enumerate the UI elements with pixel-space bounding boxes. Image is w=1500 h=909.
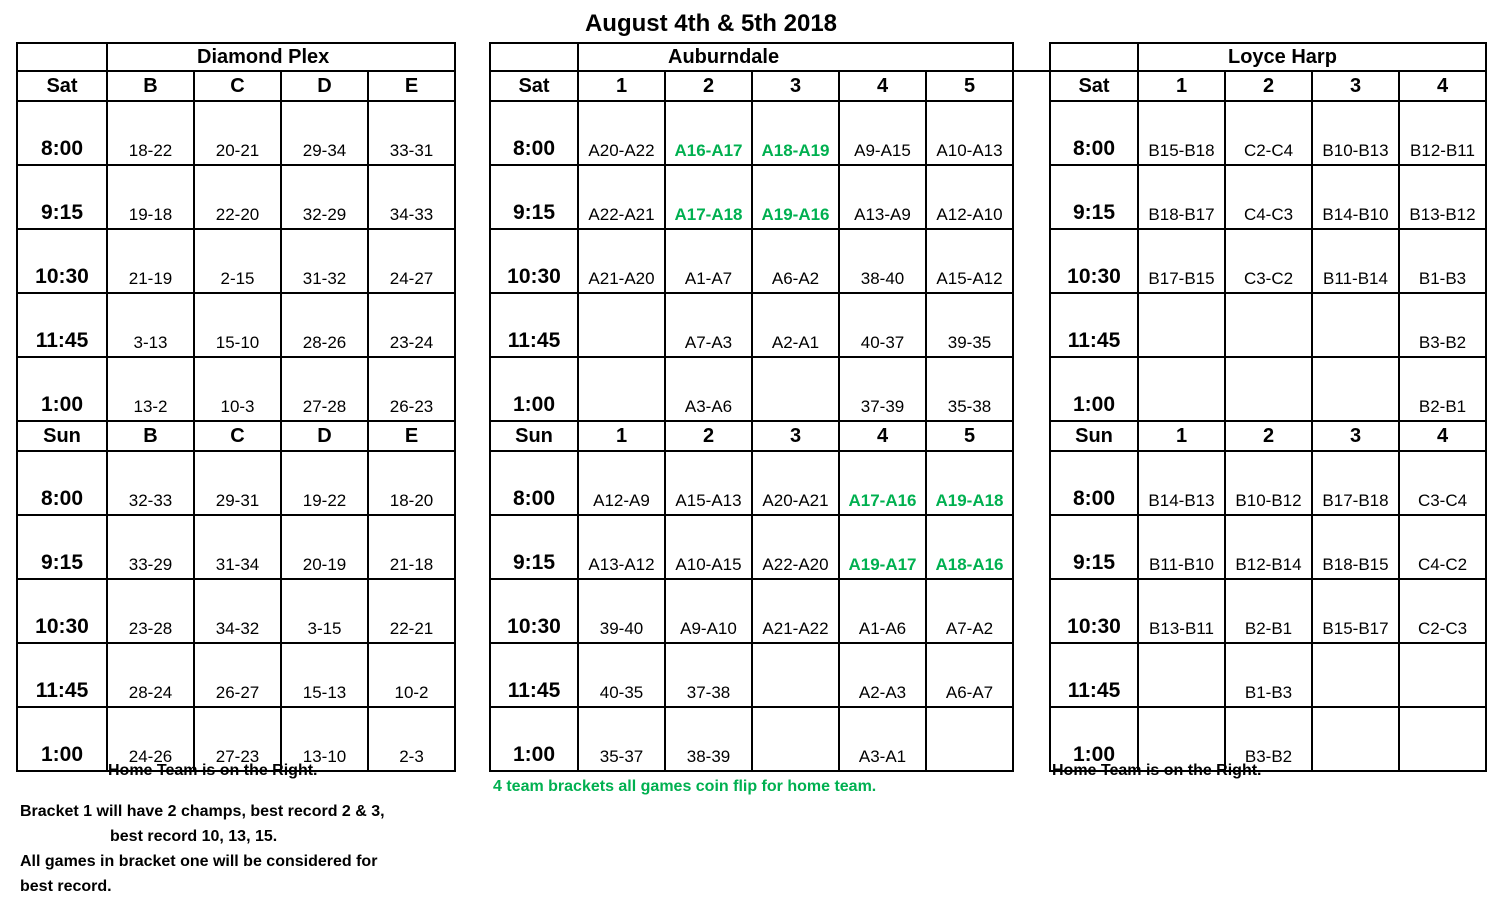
game-cell: C4-C3 xyxy=(1225,165,1312,229)
game-cell: A21-A20 xyxy=(578,229,665,293)
field-label: 3 xyxy=(1312,421,1399,451)
game-cell: B3-B2 xyxy=(1399,293,1486,357)
game-cell: A1-A7 xyxy=(665,229,752,293)
time-slot-row xyxy=(1050,165,1486,229)
game-cell: A3-A6 xyxy=(665,357,752,421)
game-cell: A9-A15 xyxy=(839,101,926,165)
field-label: 5 xyxy=(926,71,1013,101)
game-cell xyxy=(1225,357,1312,421)
day-label: Sun xyxy=(490,421,578,451)
field-label: D xyxy=(281,71,368,101)
game-cell: 3-15 xyxy=(281,579,368,643)
time-slot-row xyxy=(490,357,1050,421)
day-header-row xyxy=(490,421,1050,451)
game-cell: A6-A2 xyxy=(752,229,839,293)
time-slot-row xyxy=(1050,643,1486,707)
game-cell: 10-3 xyxy=(194,357,281,421)
game-cell: A2-A1 xyxy=(752,293,839,357)
game-cell: B11-B10 xyxy=(1138,515,1225,579)
field-label: 1 xyxy=(578,421,665,451)
day-label: Sat xyxy=(1050,71,1138,101)
time-slot-row xyxy=(490,451,1050,515)
game-cell xyxy=(578,293,665,357)
time-slot-row xyxy=(17,165,455,229)
game-cell: A12-A9 xyxy=(578,451,665,515)
game-cell: B1-B3 xyxy=(1225,643,1312,707)
gap-cell xyxy=(1013,451,1050,515)
gap-cell xyxy=(1013,43,1050,71)
field-label: 1 xyxy=(1138,421,1225,451)
game-cell: 33-29 xyxy=(107,515,194,579)
game-cell: 22-21 xyxy=(368,579,455,643)
game-cell: 13-10 xyxy=(281,707,368,771)
game-cell: B12-B14 xyxy=(1225,515,1312,579)
time-slot-row xyxy=(1050,515,1486,579)
field-label: 1 xyxy=(1138,71,1225,101)
game-cell: A18-A16 xyxy=(926,515,1013,579)
time-label: 1:00 xyxy=(1050,357,1138,421)
time-label: 11:45 xyxy=(17,293,107,357)
game-cell: 29-31 xyxy=(194,451,281,515)
game-cell: A19-A16 xyxy=(752,165,839,229)
game-cell: A22-A20 xyxy=(752,515,839,579)
game-cell: 38-39 xyxy=(665,707,752,771)
game-cell xyxy=(1312,643,1399,707)
time-label: 8:00 xyxy=(17,101,107,165)
time-label: 10:30 xyxy=(1050,229,1138,293)
game-cell: 35-37 xyxy=(578,707,665,771)
gap-cell xyxy=(1013,515,1050,579)
game-cell: 29-34 xyxy=(281,101,368,165)
time-label: 8:00 xyxy=(490,101,578,165)
game-cell: C2-C4 xyxy=(1225,101,1312,165)
time-label: 10:30 xyxy=(490,579,578,643)
game-cell: A6-A7 xyxy=(926,643,1013,707)
time-label: 9:15 xyxy=(17,515,107,579)
game-cell: 27-23 xyxy=(194,707,281,771)
time-label: 1:00 xyxy=(490,357,578,421)
game-cell: A13-A9 xyxy=(839,165,926,229)
game-cell: 39-40 xyxy=(578,579,665,643)
game-cell: 40-35 xyxy=(578,643,665,707)
time-slot-row xyxy=(490,293,1050,357)
coin-flip-note: 4 team brackets all games coin flip for home team. xyxy=(493,778,877,795)
time-slot-row xyxy=(17,643,455,707)
time-label: 1:00 xyxy=(17,357,107,421)
time-slot-row xyxy=(17,451,455,515)
day-header-row xyxy=(17,421,455,451)
game-cell: 18-20 xyxy=(368,451,455,515)
field-label: B xyxy=(107,421,194,451)
game-cell xyxy=(578,357,665,421)
time-label: 11:45 xyxy=(490,293,578,357)
game-cell: A2-A3 xyxy=(839,643,926,707)
game-cell: 37-39 xyxy=(839,357,926,421)
game-cell xyxy=(752,643,839,707)
time-label: 8:00 xyxy=(1050,101,1138,165)
game-cell: 19-18 xyxy=(107,165,194,229)
auburndale-schedule-table xyxy=(489,42,1051,772)
time-slot-row xyxy=(490,165,1050,229)
game-cell: 3-13 xyxy=(107,293,194,357)
game-cell: 20-21 xyxy=(194,101,281,165)
time-slot-row xyxy=(17,579,455,643)
time-slot-row xyxy=(1050,357,1486,421)
diamond-plex-schedule-table xyxy=(16,42,456,772)
page-title: August 4th & 5th 2018 xyxy=(584,10,838,37)
field-label: E xyxy=(368,71,455,101)
game-cell: 15-10 xyxy=(194,293,281,357)
game-cell: 28-26 xyxy=(281,293,368,357)
time-label: 8:00 xyxy=(1050,451,1138,515)
day-header-row xyxy=(17,71,455,101)
home-team-note-left: Home Team is on the Right. xyxy=(108,762,318,779)
venue-row xyxy=(1050,43,1486,71)
game-cell xyxy=(1312,707,1399,771)
game-cell: 32-29 xyxy=(281,165,368,229)
time-label: 10:30 xyxy=(1050,579,1138,643)
day-label: Sun xyxy=(1050,421,1138,451)
loyce-harp-schedule-table xyxy=(1049,42,1487,772)
field-label: B xyxy=(107,71,194,101)
game-cell: 40-37 xyxy=(839,293,926,357)
game-cell xyxy=(752,707,839,771)
field-label: 4 xyxy=(839,71,926,101)
time-slot-row xyxy=(1050,101,1486,165)
time-label: 9:15 xyxy=(490,165,578,229)
game-cell: B15-B18 xyxy=(1138,101,1225,165)
time-slot-row xyxy=(17,515,455,579)
game-cell: 34-32 xyxy=(194,579,281,643)
venue-name: Diamond Plex xyxy=(194,43,455,71)
time-slot-row xyxy=(490,707,1050,771)
game-cell: B13-B11 xyxy=(1138,579,1225,643)
game-cell: 21-19 xyxy=(107,229,194,293)
game-cell: 24-26 xyxy=(107,707,194,771)
game-cell: A7-A2 xyxy=(926,579,1013,643)
gap-cell xyxy=(1013,101,1050,165)
field-label: 3 xyxy=(752,71,839,101)
game-cell: 35-38 xyxy=(926,357,1013,421)
time-slot-row xyxy=(490,643,1050,707)
game-cell: 28-24 xyxy=(107,643,194,707)
game-cell: B10-B13 xyxy=(1312,101,1399,165)
game-cell: C3-C2 xyxy=(1225,229,1312,293)
game-cell: 27-28 xyxy=(281,357,368,421)
game-cell: A20-A22 xyxy=(578,101,665,165)
game-cell xyxy=(926,707,1013,771)
game-cell: 33-31 xyxy=(368,101,455,165)
home-team-note-right: Home Team is on the Right. xyxy=(1052,762,1262,779)
game-cell: B2-B1 xyxy=(1399,357,1486,421)
day-header-row xyxy=(1050,71,1486,101)
time-slot-row xyxy=(1050,579,1486,643)
time-label: 1:00 xyxy=(17,707,107,771)
field-label: 2 xyxy=(665,421,752,451)
game-cell: B17-B15 xyxy=(1138,229,1225,293)
field-label: 4 xyxy=(839,421,926,451)
game-cell: A16-A17 xyxy=(665,101,752,165)
game-cell: 34-33 xyxy=(368,165,455,229)
game-cell: B13-B12 xyxy=(1399,165,1486,229)
gap-cell xyxy=(1013,421,1050,451)
game-cell: C3-C4 xyxy=(1399,451,1486,515)
day-label: Sat xyxy=(17,71,107,101)
time-slot-row xyxy=(490,101,1050,165)
game-cell: 38-40 xyxy=(839,229,926,293)
game-cell: A15-A13 xyxy=(665,451,752,515)
bracket-note-line-2: best record 10, 13, 15. xyxy=(110,828,278,845)
game-cell: 21-18 xyxy=(368,515,455,579)
bracket-note-line-1: Bracket 1 will have 2 champs, best record 2 & 3, xyxy=(20,803,385,820)
game-cell: A13-A12 xyxy=(578,515,665,579)
field-label: C xyxy=(194,421,281,451)
game-cell: 18-22 xyxy=(107,101,194,165)
venue-blank-cell xyxy=(490,43,578,71)
time-label: 1:00 xyxy=(490,707,578,771)
game-cell: 23-24 xyxy=(368,293,455,357)
gap-cell xyxy=(1013,707,1050,771)
game-cell: 20-19 xyxy=(281,515,368,579)
game-cell: A10-A15 xyxy=(665,515,752,579)
venue-blank-cell xyxy=(1050,43,1138,71)
game-cell: B18-B17 xyxy=(1138,165,1225,229)
game-cell: C2-C3 xyxy=(1399,579,1486,643)
game-cell: A15-A12 xyxy=(926,229,1013,293)
game-cell xyxy=(1138,357,1225,421)
game-cell: B14-B13 xyxy=(1138,451,1225,515)
game-cell: 23-28 xyxy=(107,579,194,643)
time-label: 9:15 xyxy=(17,165,107,229)
time-label: 11:45 xyxy=(1050,293,1138,357)
game-cell: B12-B11 xyxy=(1399,101,1486,165)
field-label: D xyxy=(281,421,368,451)
game-cell xyxy=(1138,293,1225,357)
game-cell: B3-B2 xyxy=(1225,707,1312,771)
game-cell: A17-A18 xyxy=(665,165,752,229)
game-cell: 2-15 xyxy=(194,229,281,293)
game-cell: 26-23 xyxy=(368,357,455,421)
game-cell: A9-A10 xyxy=(665,579,752,643)
field-label: 4 xyxy=(1399,421,1486,451)
game-cell: 31-34 xyxy=(194,515,281,579)
time-label: 10:30 xyxy=(17,579,107,643)
venue-blank-cell xyxy=(1138,43,1225,71)
time-label: 11:45 xyxy=(1050,643,1138,707)
game-cell: A20-A21 xyxy=(752,451,839,515)
game-cell: C4-C2 xyxy=(1399,515,1486,579)
game-cell xyxy=(752,357,839,421)
game-cell: B10-B12 xyxy=(1225,451,1312,515)
game-cell: 31-32 xyxy=(281,229,368,293)
time-label: 9:15 xyxy=(1050,165,1138,229)
game-cell: 24-27 xyxy=(368,229,455,293)
game-cell: 32-33 xyxy=(107,451,194,515)
time-label: 9:15 xyxy=(490,515,578,579)
gap-cell xyxy=(1013,643,1050,707)
game-cell: A19-A17 xyxy=(839,515,926,579)
game-cell: B1-B3 xyxy=(1399,229,1486,293)
gap-cell xyxy=(1013,579,1050,643)
game-cell xyxy=(1312,357,1399,421)
gap-cell xyxy=(1013,229,1050,293)
bracket-note-line-4: best record. xyxy=(20,878,112,895)
bracket-note-line-3: All games in bracket one will be considered for xyxy=(20,853,378,870)
game-cell: B15-B17 xyxy=(1312,579,1399,643)
time-label: 10:30 xyxy=(17,229,107,293)
game-cell xyxy=(1399,643,1486,707)
game-cell: 2-3 xyxy=(368,707,455,771)
venue-name: Loyce Harp xyxy=(1225,43,1486,71)
time-slot-row xyxy=(17,229,455,293)
field-label: 3 xyxy=(752,421,839,451)
time-slot-row xyxy=(17,101,455,165)
time-slot-row xyxy=(17,293,455,357)
field-label: 2 xyxy=(1225,421,1312,451)
game-cell: 26-27 xyxy=(194,643,281,707)
gap-cell xyxy=(1013,165,1050,229)
game-cell: B17-B18 xyxy=(1312,451,1399,515)
venue-blank-cell xyxy=(107,43,194,71)
time-label: 11:45 xyxy=(490,643,578,707)
game-cell: 22-20 xyxy=(194,165,281,229)
time-slot-row xyxy=(1050,451,1486,515)
venue-name: Auburndale xyxy=(665,43,1013,71)
game-cell: B11-B14 xyxy=(1312,229,1399,293)
game-cell: 10-2 xyxy=(368,643,455,707)
game-cell xyxy=(1312,293,1399,357)
gap-cell xyxy=(1013,357,1050,421)
game-cell: A22-A21 xyxy=(578,165,665,229)
game-cell: 39-35 xyxy=(926,293,1013,357)
game-cell: A18-A19 xyxy=(752,101,839,165)
time-label: 8:00 xyxy=(17,451,107,515)
day-header-row xyxy=(1050,421,1486,451)
venue-blank-cell xyxy=(578,43,665,71)
game-cell xyxy=(1225,293,1312,357)
day-header-row xyxy=(490,71,1050,101)
game-cell: A10-A13 xyxy=(926,101,1013,165)
game-cell: A3-A1 xyxy=(839,707,926,771)
field-label: 3 xyxy=(1312,71,1399,101)
game-cell: A19-A18 xyxy=(926,451,1013,515)
venue-row xyxy=(490,43,1050,71)
time-label: 9:15 xyxy=(1050,515,1138,579)
gap-cell xyxy=(1013,71,1050,101)
time-label: 11:45 xyxy=(17,643,107,707)
time-slot-row xyxy=(1050,293,1486,357)
field-label: 5 xyxy=(926,421,1013,451)
venue-blank-cell xyxy=(17,43,107,71)
field-label: C xyxy=(194,71,281,101)
field-label: E xyxy=(368,421,455,451)
field-label: 1 xyxy=(578,71,665,101)
time-slot-row xyxy=(17,357,455,421)
time-slot-row xyxy=(490,229,1050,293)
time-slot-row xyxy=(1050,229,1486,293)
time-label: 8:00 xyxy=(490,451,578,515)
game-cell: A1-A6 xyxy=(839,579,926,643)
time-slot-row xyxy=(490,579,1050,643)
field-label: 2 xyxy=(1225,71,1312,101)
game-cell: B18-B15 xyxy=(1312,515,1399,579)
game-cell: 13-2 xyxy=(107,357,194,421)
time-slot-row xyxy=(490,515,1050,579)
field-label: 4 xyxy=(1399,71,1486,101)
field-label: 2 xyxy=(665,71,752,101)
gap-cell xyxy=(1013,293,1050,357)
game-cell: 19-22 xyxy=(281,451,368,515)
day-label: Sun xyxy=(17,421,107,451)
game-cell: A21-A22 xyxy=(752,579,839,643)
day-label: Sat xyxy=(490,71,578,101)
venue-row xyxy=(17,43,455,71)
game-cell: A12-A10 xyxy=(926,165,1013,229)
game-cell: B14-B10 xyxy=(1312,165,1399,229)
game-cell: A17-A16 xyxy=(839,451,926,515)
game-cell: 15-13 xyxy=(281,643,368,707)
game-cell xyxy=(1138,643,1225,707)
game-cell: 37-38 xyxy=(665,643,752,707)
time-label: 1:00 xyxy=(1050,707,1138,771)
time-label: 10:30 xyxy=(490,229,578,293)
game-cell: B2-B1 xyxy=(1225,579,1312,643)
game-cell xyxy=(1399,707,1486,771)
game-cell: A7-A3 xyxy=(665,293,752,357)
